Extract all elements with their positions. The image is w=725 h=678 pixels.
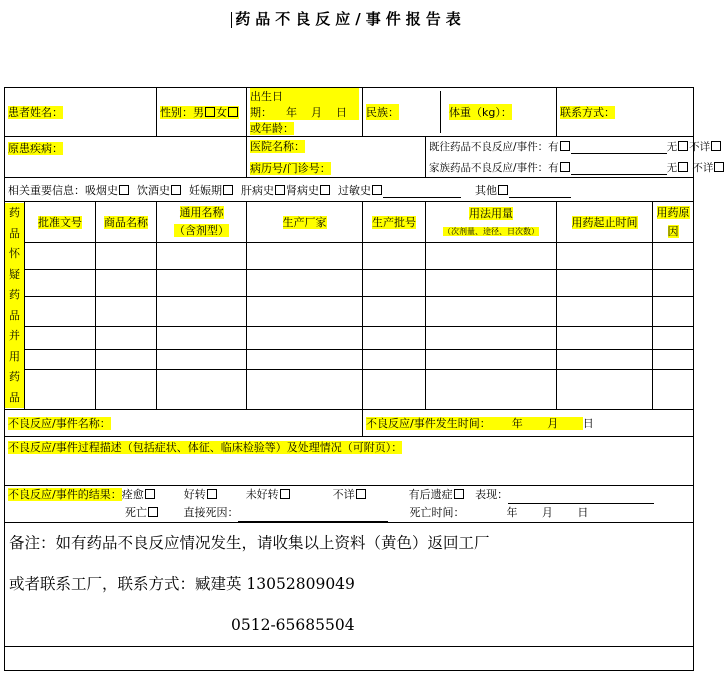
col-batch-no: 生产批号	[363, 202, 426, 243]
outcome-field: 不良反应/事件的结果：痊愈 好转 未好转 不详 有后遗症 表现： 死亡 直接死因： 死亡时间： 年 月 日	[5, 486, 694, 523]
hospital-field[interactable]: 医院名称： 病历号/门诊号：	[247, 137, 426, 178]
event-time-field[interactable]: 不良反应/事件发生时间： 年 月 日	[363, 410, 694, 437]
form-title: 药品不良反应/事件报告表	[0, 8, 697, 29]
related-info-field: 相关重要信息：吸烟史 饮酒史 妊娠期 肝病史 肾病史 过敏史 其他	[5, 178, 694, 202]
birth-date-field[interactable]: 出生日期： 年 月 日 或年龄：	[247, 88, 363, 137]
cured-checkbox[interactable]	[145, 489, 155, 499]
pregnancy-checkbox[interactable]	[223, 185, 233, 195]
remark-line-3: 0512-65685504	[231, 616, 355, 634]
family-adr-unknown-checkbox[interactable]	[714, 162, 724, 172]
ethnicity-weight-cell	[363, 88, 557, 137]
female-checkbox[interactable]	[228, 107, 238, 117]
sequelae-checkbox[interactable]	[454, 489, 464, 499]
drug-row[interactable]	[5, 243, 694, 270]
drug-row[interactable]	[5, 350, 694, 370]
drug-row[interactable]	[5, 270, 694, 297]
remark-block	[5, 523, 694, 647]
kidney-checkbox[interactable]	[320, 185, 330, 195]
outcome-unknown-checkbox[interactable]	[356, 489, 366, 499]
ethnicity-field[interactable]: 民族：	[363, 91, 441, 133]
weight-field[interactable]: 体重（kg）：	[449, 106, 512, 119]
adr-report-table	[4, 87, 714, 671]
col-usage: 用法用量 （次剂量、途径、日次数）	[426, 202, 557, 243]
drug-row[interactable]	[5, 327, 694, 350]
improved-checkbox[interactable]	[207, 489, 217, 499]
drinking-checkbox[interactable]	[171, 185, 181, 195]
col-manufacturer: 生产厂家	[247, 202, 363, 243]
remark-line-2: 或者联系工厂，联系方式：臧建英 13052809049	[9, 575, 355, 593]
patient-name-field[interactable]: 患者姓名：	[5, 88, 157, 137]
past-adr-yes-checkbox[interactable]	[560, 141, 570, 151]
drug-side-label: 药 品 怀 疑 药 品 并 用 药 品	[5, 202, 25, 410]
col-period: 用药起止时间	[557, 202, 653, 243]
family-adr-yes-checkbox[interactable]	[560, 162, 570, 172]
col-brand-name: 商品名称	[96, 202, 157, 243]
drug-row[interactable]	[5, 370, 694, 410]
event-name-field[interactable]: 不良反应/事件名称：	[5, 410, 363, 437]
allergy-checkbox[interactable]	[372, 185, 382, 195]
drug-row[interactable]	[5, 297, 694, 327]
male-checkbox[interactable]	[205, 107, 215, 117]
bottom-blank-row	[5, 647, 694, 671]
family-adr-no-checkbox[interactable]	[678, 162, 688, 172]
past-adr-no-checkbox[interactable]	[678, 141, 688, 151]
col-reason: 用药原因	[653, 202, 694, 243]
death-checkbox[interactable]	[148, 507, 158, 517]
contact-field[interactable]: 联系方式：	[557, 88, 694, 137]
smoking-checkbox[interactable]	[119, 185, 129, 195]
original-disease-field[interactable]: 原患疾病：	[5, 137, 247, 178]
remark-line-1: 备注：如有药品不良反应情况发生，请收集以上资料（黄色）返回工厂	[9, 534, 490, 552]
gender-field[interactable]: 性别：男 女	[157, 88, 247, 137]
past-adr-unknown-checkbox[interactable]	[711, 141, 721, 151]
col-approval-no: 批准文号	[25, 202, 96, 243]
not-improved-checkbox[interactable]	[280, 489, 290, 499]
adr-history-field[interactable]: 既往药品不良反应/事件：有 无 不详 家族药品不良反应/事件：有 无 不详	[426, 137, 694, 178]
text-cursor	[231, 12, 232, 28]
liver-checkbox[interactable]	[275, 185, 285, 195]
col-generic-name: 通用名称 （含剂型）	[157, 202, 247, 243]
event-description-field[interactable]: 不良反应/事件过程描述（包括症状、体征、临床检验等）及处理情况（可附页）：	[5, 437, 694, 486]
other-checkbox[interactable]	[498, 185, 508, 195]
